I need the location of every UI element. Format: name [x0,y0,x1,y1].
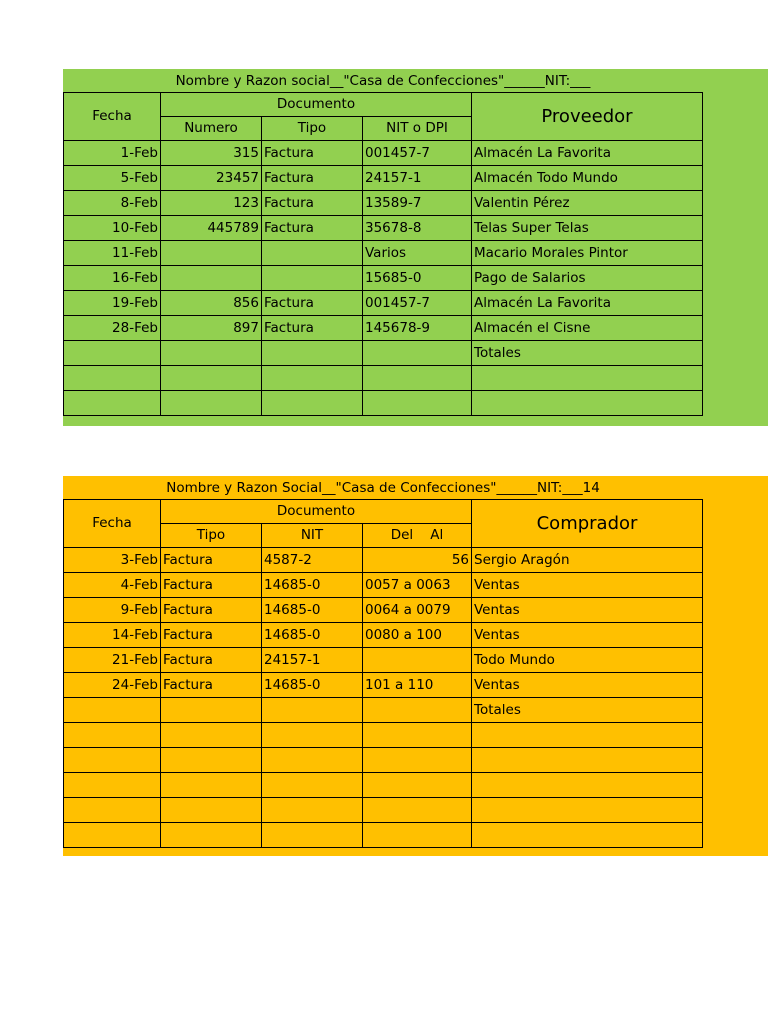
table-row [64,366,703,391]
cell-numero[interactable]: 23457 [161,166,262,191]
cell-nit[interactable] [262,698,363,723]
cell-comprador[interactable]: Ventas [472,673,703,698]
cell-tipo[interactable]: Factura [262,166,363,191]
cell-fecha[interactable]: 10-Feb [64,216,161,241]
cell-fecha[interactable]: 3-Feb [64,548,161,573]
cell-fecha[interactable]: 14-Feb [64,623,161,648]
cell-tipo[interactable]: Factura [262,216,363,241]
cell-nit[interactable]: 145678-9 [363,316,472,341]
cell-nit[interactable]: 35678-8 [363,216,472,241]
cell-numero[interactable] [161,266,262,291]
cell-fecha[interactable]: 19-Feb [64,291,161,316]
cell-del-al[interactable]: 0080 a 100 [363,623,472,648]
header-fecha: Fecha [64,93,161,141]
cell-proveedor[interactable]: Valentin Pérez [472,191,703,216]
cell-del-al[interactable]: 101 a 110 [363,673,472,698]
cell-tipo[interactable] [161,798,262,823]
table-row [64,723,703,748]
table-row [64,748,703,773]
header-proveedor: Proveedor [472,93,703,141]
cell-comprador[interactable]: Sergio Aragón [472,548,703,573]
cell-comprador[interactable]: Ventas [472,623,703,648]
cell-tipo[interactable] [161,698,262,723]
cell-tipo[interactable]: Factura [262,141,363,166]
cell-tipo[interactable] [161,773,262,798]
table-row [64,823,703,848]
header-tipo: Tipo [262,117,363,141]
cell-nit[interactable] [262,723,363,748]
cell-comprador[interactable] [472,773,703,798]
cell-comprador[interactable]: Todo Mundo [472,648,703,673]
header-documento: Documento [161,93,472,117]
cell-fecha[interactable]: 5-Feb [64,166,161,191]
cell-nit[interactable] [363,366,472,391]
cell-fecha[interactable]: 8-Feb [64,191,161,216]
cell-del-al[interactable]: 56 [363,548,472,573]
table-row [64,548,703,573]
table-row [64,166,703,191]
cell-fecha[interactable] [64,698,161,723]
table-row [64,391,703,416]
cell-del-al[interactable] [363,723,472,748]
cell-numero[interactable]: 315 [161,141,262,166]
cell-tipo[interactable]: Factura [161,623,262,648]
cell-del-al[interactable] [363,823,472,848]
cell-comprador[interactable] [472,823,703,848]
cell-proveedor[interactable]: Pago de Salarios [472,266,703,291]
cell-fecha[interactable] [64,798,161,823]
cell-comprador[interactable] [472,723,703,748]
table-row [64,623,703,648]
table-row [64,141,703,166]
cell-fecha[interactable]: 9-Feb [64,598,161,623]
cell-tipo[interactable] [262,266,363,291]
cell-nit[interactable]: 4587-2 [262,548,363,573]
cell-proveedor[interactable]: Almacén La Favorita [472,141,703,166]
cell-nit[interactable]: Varios [363,241,472,266]
table-row [64,316,703,341]
cell-numero[interactable]: 445789 [161,216,262,241]
cell-fecha[interactable]: 16-Feb [64,266,161,291]
cell-fecha[interactable] [64,723,161,748]
cell-nit[interactable]: 15685-0 [363,266,472,291]
cell-numero[interactable]: 856 [161,291,262,316]
cell-numero[interactable] [161,241,262,266]
sales-title: Nombre y Razon Social__"Casa de Confecciones"______NIT:___14 [64,477,703,500]
purchases-title: Nombre y Razon social__"Casa de Confecciones"______NIT:___ [64,70,703,93]
cell-nit[interactable] [363,391,472,416]
cell-del-al[interactable]: 0057 a 0063 [363,573,472,598]
header-documento: Documento [161,500,472,524]
cell-comprador[interactable]: Totales [472,698,703,723]
cell-fecha[interactable] [64,391,161,416]
cell-fecha[interactable]: 21-Feb [64,648,161,673]
cell-nit[interactable] [262,773,363,798]
table-row [64,673,703,698]
cell-tipo[interactable]: Factura [161,673,262,698]
header-tipo: Tipo [161,524,262,548]
cell-fecha[interactable] [64,773,161,798]
cell-comprador[interactable]: Ventas [472,573,703,598]
cell-nit[interactable] [262,798,363,823]
cell-nit[interactable] [262,823,363,848]
cell-proveedor[interactable]: Almacén Todo Mundo [472,166,703,191]
table-row [64,573,703,598]
cell-nit[interactable]: 24157-1 [262,648,363,673]
header-nit: NIT [262,524,363,548]
cell-comprador[interactable]: Ventas [472,598,703,623]
cell-proveedor[interactable]: Macario Morales Pintor [472,241,703,266]
cell-proveedor[interactable] [472,391,703,416]
table-row [64,216,703,241]
cell-del-al[interactable]: 0064 a 0079 [363,598,472,623]
cell-fecha[interactable] [64,341,161,366]
cell-tipo[interactable]: Factura [161,548,262,573]
table-row [64,341,703,366]
table-row [64,291,703,316]
table-row [64,598,703,623]
cell-numero[interactable] [161,341,262,366]
header-nit-dpi: NIT o DPI [363,117,472,141]
cell-tipo[interactable]: Factura [161,648,262,673]
cell-tipo[interactable] [262,391,363,416]
cell-nit[interactable]: 14685-0 [262,673,363,698]
table-row [64,241,703,266]
table-row [64,798,703,823]
purchases-table [63,70,703,416]
cell-fecha[interactable]: 28-Feb [64,316,161,341]
cell-tipo[interactable] [161,723,262,748]
cell-nit[interactable]: 14685-0 [262,598,363,623]
cell-del-al[interactable] [363,698,472,723]
header-del-al: Del Al [363,524,472,548]
cell-tipo[interactable]: Factura [262,191,363,216]
cell-fecha[interactable] [64,823,161,848]
cell-fecha[interactable] [64,748,161,773]
cell-numero[interactable] [161,391,262,416]
header-comprador: Comprador [472,500,703,548]
cell-proveedor[interactable]: Almacén el Cisne [472,316,703,341]
cell-tipo[interactable] [262,241,363,266]
cell-comprador[interactable] [472,798,703,823]
cell-fecha[interactable]: 1-Feb [64,141,161,166]
cell-nit[interactable]: 14685-0 [262,573,363,598]
cell-numero[interactable]: 123 [161,191,262,216]
cell-tipo[interactable] [161,823,262,848]
cell-numero[interactable] [161,366,262,391]
cell-tipo[interactable] [262,366,363,391]
cell-fecha[interactable]: 4-Feb [64,573,161,598]
sales-table [63,477,703,848]
cell-tipo[interactable]: Factura [161,598,262,623]
cell-nit[interactable] [262,748,363,773]
table-row [64,648,703,673]
cell-numero[interactable]: 897 [161,316,262,341]
cell-fecha[interactable]: 24-Feb [64,673,161,698]
cell-del-al[interactable] [363,798,472,823]
cell-proveedor[interactable]: Telas Super Telas [472,216,703,241]
cell-nit[interactable]: 001457-7 [363,291,472,316]
cell-proveedor[interactable] [472,366,703,391]
header-fecha: Fecha [64,500,161,548]
cell-tipo[interactable]: Factura [161,573,262,598]
cell-tipo[interactable]: Factura [262,316,363,341]
cell-proveedor[interactable]: Totales [472,341,703,366]
cell-tipo[interactable] [262,341,363,366]
cell-del-al[interactable] [363,748,472,773]
cell-comprador[interactable] [472,748,703,773]
header-numero: Numero [161,117,262,141]
cell-del-al[interactable] [363,773,472,798]
table-row [64,773,703,798]
cell-del-al[interactable] [363,648,472,673]
cell-proveedor[interactable]: Almacén La Favorita [472,291,703,316]
cell-nit[interactable] [363,341,472,366]
table-row [64,698,703,723]
cell-nit[interactable]: 001457-7 [363,141,472,166]
cell-tipo[interactable]: Factura [262,291,363,316]
cell-nit[interactable]: 13589-7 [363,191,472,216]
cell-fecha[interactable] [64,366,161,391]
cell-nit[interactable]: 14685-0 [262,623,363,648]
cell-nit[interactable]: 24157-1 [363,166,472,191]
cell-fecha[interactable]: 11-Feb [64,241,161,266]
table-row [64,191,703,216]
table-row [64,266,703,291]
cell-tipo[interactable] [161,748,262,773]
